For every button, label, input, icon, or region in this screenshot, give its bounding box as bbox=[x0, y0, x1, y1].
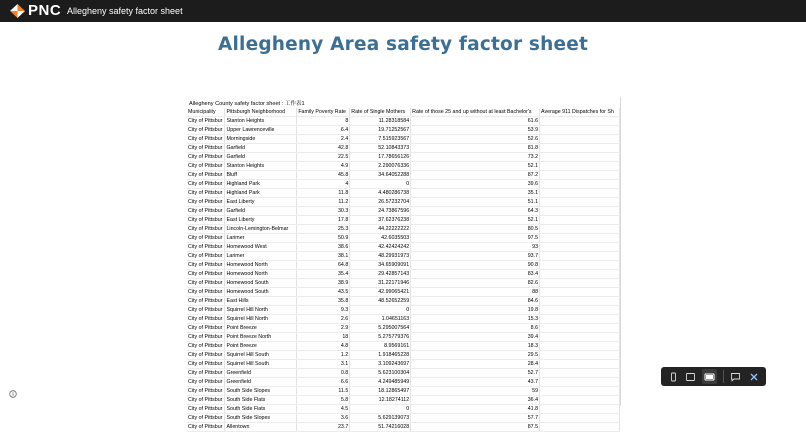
table-cell: Stanton Heights bbox=[225, 117, 297, 126]
table-cell: 4.249485949 bbox=[350, 378, 411, 387]
table-cell: 35.8 bbox=[297, 297, 350, 306]
table-cell-empty bbox=[540, 189, 620, 198]
table-cell: 42.8 bbox=[297, 144, 350, 153]
table-cell: 11.5 bbox=[297, 387, 350, 396]
table-cell: 6.4 bbox=[297, 126, 350, 135]
table-cell: Point Breeze bbox=[225, 324, 297, 333]
table-cell: Garfield bbox=[225, 144, 297, 153]
table-row bbox=[187, 297, 620, 306]
table-cell-empty bbox=[540, 288, 620, 297]
table-header-row bbox=[187, 108, 620, 117]
table-row bbox=[187, 324, 620, 333]
table-cell: 3.1 bbox=[297, 360, 350, 369]
table-cell: 29.42857143 bbox=[350, 270, 411, 279]
table-cell: Larimer bbox=[225, 252, 297, 261]
table-cell: 8.6 bbox=[411, 324, 540, 333]
phone-view-button[interactable] bbox=[666, 369, 681, 384]
table-cell: Bluff bbox=[225, 171, 297, 180]
table-cell: 45.8 bbox=[297, 171, 350, 180]
column-header: Municipality bbox=[187, 108, 225, 117]
table-cell: 87.2 bbox=[411, 171, 540, 180]
table-cell: 8 bbox=[297, 117, 350, 126]
table-row bbox=[187, 387, 620, 396]
table-row bbox=[187, 342, 620, 351]
table-cell: 51.74216028 bbox=[350, 423, 411, 432]
table-cell: City of Pittsbur bbox=[187, 324, 225, 333]
table-row bbox=[187, 180, 620, 189]
table-cell: City of Pittsbur bbox=[187, 198, 225, 207]
table-row bbox=[187, 396, 620, 405]
table-cell: City of Pittsbur bbox=[187, 414, 225, 423]
table-cell-empty bbox=[540, 198, 620, 207]
table-cell: 7.515923567 bbox=[350, 135, 411, 144]
table-row bbox=[187, 189, 620, 198]
table-row bbox=[187, 315, 620, 324]
table-row bbox=[187, 333, 620, 342]
table-cell: 83.4 bbox=[411, 270, 540, 279]
table-cell: 88 bbox=[411, 288, 540, 297]
table-cell: Homewood South bbox=[225, 288, 297, 297]
table-cell-empty bbox=[540, 171, 620, 180]
table-cell: City of Pittsbur bbox=[187, 423, 225, 432]
table-cell: Garfield bbox=[225, 153, 297, 162]
table-row bbox=[187, 207, 620, 216]
table-cell: 39.6 bbox=[411, 180, 540, 189]
table-cell-empty bbox=[540, 261, 620, 270]
table-cell: 37.62376238 bbox=[350, 216, 411, 225]
table-cell-empty bbox=[540, 297, 620, 306]
table-row bbox=[187, 225, 620, 234]
table-cell: Squirrel Hill North bbox=[225, 306, 297, 315]
table-cell: 28.4 bbox=[411, 360, 540, 369]
table-cell: 17.8 bbox=[297, 216, 350, 225]
table-cell: Homewood North bbox=[225, 270, 297, 279]
table-cell: City of Pittsbur bbox=[187, 261, 225, 270]
table-cell-empty bbox=[540, 234, 620, 243]
table-cell: 52.7 bbox=[411, 369, 540, 378]
table-cell: 97.5 bbox=[411, 234, 540, 243]
table-row bbox=[187, 369, 620, 378]
tablet-view-icon bbox=[685, 372, 696, 382]
table-cell: Allentown bbox=[225, 423, 297, 432]
table-cell: 8.9569161 bbox=[350, 342, 411, 351]
table-cell: 5.8 bbox=[297, 396, 350, 405]
table-cell: 31.22171946 bbox=[350, 279, 411, 288]
table-cell: 5.295007564 bbox=[350, 324, 411, 333]
table-cell-empty bbox=[540, 369, 620, 378]
table-cell: 52.1 bbox=[411, 216, 540, 225]
table-cell: 34.64052288 bbox=[350, 171, 411, 180]
table-cell: Homewood South bbox=[225, 279, 297, 288]
table-cell: Point Breeze North bbox=[225, 333, 297, 342]
table-cell: City of Pittsbur bbox=[187, 117, 225, 126]
table-cell-empty bbox=[540, 387, 620, 396]
table-cell-empty bbox=[540, 360, 620, 369]
table-cell: Squirrel Hill North bbox=[225, 315, 297, 324]
table-cell: 90.8 bbox=[411, 261, 540, 270]
table-cell: Upper Lawrenceville bbox=[225, 126, 297, 135]
table-cell: 1.918465228 bbox=[350, 351, 411, 360]
table-cell-empty bbox=[540, 396, 620, 405]
table-cell: East Liberty bbox=[225, 216, 297, 225]
table-cell: 39.4 bbox=[411, 333, 540, 342]
table-cell-empty bbox=[540, 144, 620, 153]
table-cell-empty bbox=[540, 306, 620, 315]
table-cell: Squirrel Hill South bbox=[225, 360, 297, 369]
table-row bbox=[187, 414, 620, 423]
table-cell: 81.8 bbox=[411, 144, 540, 153]
table-cell-empty bbox=[540, 243, 620, 252]
table-cell: 2.9 bbox=[297, 324, 350, 333]
table-cell: 26.57232704 bbox=[350, 198, 411, 207]
table-cell: City of Pittsbur bbox=[187, 396, 225, 405]
table-row bbox=[187, 261, 620, 270]
table-cell: City of Pittsbur bbox=[187, 360, 225, 369]
table-row bbox=[187, 135, 620, 144]
table-cell-empty bbox=[540, 351, 620, 360]
table-row bbox=[187, 279, 620, 288]
table-cell: 0 bbox=[350, 405, 411, 414]
spreadsheet-view[interactable] bbox=[187, 97, 620, 430]
table-cell: 4.480286738 bbox=[350, 189, 411, 198]
table-cell: 64.8 bbox=[297, 261, 350, 270]
pnc-logo-icon bbox=[9, 3, 26, 19]
table-cell: 35.4 bbox=[297, 270, 350, 279]
table-cell: Point Breeze bbox=[225, 342, 297, 351]
table-cell: City of Pittsbur bbox=[187, 306, 225, 315]
table-cell: 80.5 bbox=[411, 225, 540, 234]
table-cell: 11.28318584 bbox=[350, 117, 411, 126]
table-cell: City of Pittsbur bbox=[187, 234, 225, 243]
table-cell: Greenfield bbox=[225, 378, 297, 387]
sheet-right-edge bbox=[620, 97, 621, 406]
table-cell: City of Pittsbur bbox=[187, 153, 225, 162]
table-cell: 19.8 bbox=[411, 306, 540, 315]
table-cell: Squirrel Hill South bbox=[225, 351, 297, 360]
table-cell: 3.6 bbox=[297, 414, 350, 423]
table-cell: Homewood North bbox=[225, 261, 297, 270]
table-cell: 11.8 bbox=[297, 189, 350, 198]
table-cell-empty bbox=[540, 378, 620, 387]
table-cell: City of Pittsbur bbox=[187, 243, 225, 252]
table-cell: City of Pittsbur bbox=[187, 333, 225, 342]
table-cell-empty bbox=[540, 324, 620, 333]
table-cell-empty bbox=[540, 333, 620, 342]
table-cell: Stanton Heights bbox=[225, 162, 297, 171]
table-cell-empty bbox=[540, 270, 620, 279]
table-row bbox=[187, 126, 620, 135]
table-cell: City of Pittsbur bbox=[187, 135, 225, 144]
table-row bbox=[187, 234, 620, 243]
table-cell: 11.2 bbox=[297, 198, 350, 207]
table-cell: East Hills bbox=[225, 297, 297, 306]
table-cell: Garfield bbox=[225, 207, 297, 216]
table-cell: 3.109243697 bbox=[350, 360, 411, 369]
table-cell: 6.6 bbox=[297, 378, 350, 387]
table-row bbox=[187, 216, 620, 225]
table-cell: City of Pittsbur bbox=[187, 387, 225, 396]
table-cell: 18 bbox=[297, 333, 350, 342]
table-cell: 35.1 bbox=[411, 189, 540, 198]
table-cell: 2.290076336 bbox=[350, 162, 411, 171]
table-cell: 22.5 bbox=[297, 153, 350, 162]
table-cell: 2.6 bbox=[297, 315, 350, 324]
table-row bbox=[187, 270, 620, 279]
table-cell: 52.1 bbox=[411, 162, 540, 171]
table-cell-empty bbox=[540, 423, 620, 432]
table-cell: South Side Slopes bbox=[225, 414, 297, 423]
table-cell: 18.3 bbox=[411, 342, 540, 351]
table-cell-empty bbox=[540, 207, 620, 216]
table-cell: 52.10843373 bbox=[350, 144, 411, 153]
table-cell: 59 bbox=[411, 387, 540, 396]
table-row bbox=[187, 306, 620, 315]
data-table bbox=[187, 108, 620, 432]
table-cell: 42.42424242 bbox=[350, 243, 411, 252]
table-cell: 19.71252567 bbox=[350, 126, 411, 135]
table-cell: 61.6 bbox=[411, 117, 540, 126]
table-cell: Morningside bbox=[225, 135, 297, 144]
table-cell: City of Pittsbur bbox=[187, 315, 225, 324]
table-row bbox=[187, 405, 620, 414]
table-cell: Homewood West bbox=[225, 243, 297, 252]
table-cell: 4 bbox=[297, 180, 350, 189]
table-cell: 42.6035503 bbox=[350, 234, 411, 243]
table-cell: City of Pittsbur bbox=[187, 297, 225, 306]
table-cell: 48.52652259 bbox=[350, 297, 411, 306]
table-cell-empty bbox=[540, 225, 620, 234]
table-cell: 34.65909091 bbox=[350, 261, 411, 270]
table-cell: 24.73867596 bbox=[350, 207, 411, 216]
table-cell-empty bbox=[540, 162, 620, 171]
table-cell: 82.6 bbox=[411, 279, 540, 288]
table-cell: City of Pittsbur bbox=[187, 189, 225, 198]
table-cell: 0.8 bbox=[297, 369, 350, 378]
comment-icon bbox=[730, 372, 741, 382]
table-row bbox=[187, 351, 620, 360]
table-cell: 25.3 bbox=[297, 225, 350, 234]
table-row bbox=[187, 252, 620, 261]
table-row bbox=[187, 117, 620, 126]
table-cell: 42.99065421 bbox=[350, 288, 411, 297]
table-cell: 30.3 bbox=[297, 207, 350, 216]
table-cell: 2.4 bbox=[297, 135, 350, 144]
table-cell: City of Pittsbur bbox=[187, 378, 225, 387]
table-cell: 12.18274112 bbox=[350, 396, 411, 405]
table-cell: 38.6 bbox=[297, 243, 350, 252]
table-cell: 38.1 bbox=[297, 252, 350, 261]
comment-button[interactable] bbox=[728, 369, 743, 384]
phone-view-icon bbox=[669, 372, 678, 382]
table-cell-empty bbox=[540, 180, 620, 189]
table-row bbox=[187, 288, 620, 297]
close-button[interactable] bbox=[746, 369, 761, 384]
table-cell: City of Pittsbur bbox=[187, 225, 225, 234]
column-header: Pittsburgh Neighborhood bbox=[225, 108, 297, 117]
table-cell: South Side Flats bbox=[225, 405, 297, 414]
table-row bbox=[187, 198, 620, 207]
column-header: Average 911 Dispatches for Sh bbox=[540, 108, 620, 117]
table-cell-empty bbox=[540, 135, 620, 144]
table-cell: 93.7 bbox=[411, 252, 540, 261]
table-cell: City of Pittsbur bbox=[187, 405, 225, 414]
table-row bbox=[187, 144, 620, 153]
table-cell: Larimer bbox=[225, 234, 297, 243]
table-cell-empty bbox=[540, 405, 620, 414]
table-cell: Highland Park bbox=[225, 189, 297, 198]
table-cell: 15.3 bbox=[411, 315, 540, 324]
table-cell: 5.275779376 bbox=[350, 333, 411, 342]
table-cell: 1.04651163 bbox=[350, 315, 411, 324]
table-cell: 57.7 bbox=[411, 414, 540, 423]
desktop-view-icon bbox=[704, 372, 715, 382]
close-icon bbox=[749, 372, 759, 382]
table-cell-empty bbox=[540, 117, 620, 126]
table-cell: City of Pittsbur bbox=[187, 288, 225, 297]
table-row bbox=[187, 153, 620, 162]
table-cell: 0 bbox=[350, 306, 411, 315]
table-cell: City of Pittsbur bbox=[187, 144, 225, 153]
column-header: Rate of Single Mothers bbox=[350, 108, 411, 117]
table-cell: Lincoln-Lemington-Belmar bbox=[225, 225, 297, 234]
table-cell-empty bbox=[540, 315, 620, 324]
tablet-view-button[interactable] bbox=[683, 369, 698, 384]
app-title: Allegheny safety factor sheet bbox=[67, 6, 183, 16]
table-cell-empty bbox=[540, 414, 620, 423]
table-cell: City of Pittsbur bbox=[187, 216, 225, 225]
table-cell: 36.4 bbox=[411, 396, 540, 405]
table-cell: City of Pittsbur bbox=[187, 180, 225, 189]
sheet-caption: Allegheny County safety factor sheet : 工作表1 bbox=[189, 101, 305, 107]
table-cell-empty bbox=[540, 252, 620, 261]
table-cell: 0 bbox=[350, 180, 411, 189]
table-cell: 41.8 bbox=[411, 405, 540, 414]
table-cell: 29.5 bbox=[411, 351, 540, 360]
table-row bbox=[187, 243, 620, 252]
table-cell: 4.8 bbox=[297, 342, 350, 351]
table-cell: City of Pittsbur bbox=[187, 369, 225, 378]
table-cell: City of Pittsbur bbox=[187, 342, 225, 351]
table-cell: 52.6 bbox=[411, 135, 540, 144]
table-cell: South Side Flats bbox=[225, 396, 297, 405]
brand-name[interactable]: PNC bbox=[28, 2, 62, 19]
table-cell: 4.5 bbox=[297, 405, 350, 414]
table-cell: 64.3 bbox=[411, 207, 540, 216]
desktop-view-button[interactable] bbox=[702, 369, 717, 384]
table-cell-empty bbox=[540, 216, 620, 225]
table-cell-empty bbox=[540, 126, 620, 135]
table-cell: 38.9 bbox=[297, 279, 350, 288]
info-icon[interactable] bbox=[9, 390, 17, 398]
column-header: Rate of those 25 and up without at least Bachelor's bbox=[411, 108, 540, 117]
table-cell: City of Pittsbur bbox=[187, 171, 225, 180]
table-row bbox=[187, 378, 620, 387]
table-cell-empty bbox=[540, 153, 620, 162]
table-cell: 93 bbox=[411, 243, 540, 252]
table-cell: Highland Park bbox=[225, 180, 297, 189]
top-bar bbox=[0, 0, 806, 22]
toolbar-separator bbox=[723, 370, 724, 383]
table-cell: 51.1 bbox=[411, 198, 540, 207]
table-cell: 43.7 bbox=[411, 378, 540, 387]
table-cell: 9.3 bbox=[297, 306, 350, 315]
table-cell: 73.2 bbox=[411, 153, 540, 162]
table-cell: 84.6 bbox=[411, 297, 540, 306]
table-cell: City of Pittsbur bbox=[187, 126, 225, 135]
page-title: Allegheny Area safety factor sheet bbox=[217, 34, 589, 55]
table-cell: 5.623100304 bbox=[350, 369, 411, 378]
table-cell: City of Pittsbur bbox=[187, 162, 225, 171]
column-header: Family Poverty Rate bbox=[297, 108, 350, 117]
table-cell: 43.5 bbox=[297, 288, 350, 297]
table-cell: 53.9 bbox=[411, 126, 540, 135]
table-cell: City of Pittsbur bbox=[187, 279, 225, 288]
table-cell: East Liberty bbox=[225, 198, 297, 207]
table-cell: 48.29931973 bbox=[350, 252, 411, 261]
table-cell: 5.629139073 bbox=[350, 414, 411, 423]
table-cell: 87.5 bbox=[411, 423, 540, 432]
table-body bbox=[187, 117, 620, 432]
table-cell: City of Pittsbur bbox=[187, 351, 225, 360]
table-row bbox=[187, 423, 620, 432]
table-cell: City of Pittsbur bbox=[187, 270, 225, 279]
table-row bbox=[187, 171, 620, 180]
table-cell: South Side Slopes bbox=[225, 387, 297, 396]
table-cell-empty bbox=[540, 279, 620, 288]
table-cell: 4.9 bbox=[297, 162, 350, 171]
table-cell-empty bbox=[540, 342, 620, 351]
table-cell: 50.9 bbox=[297, 234, 350, 243]
table-row bbox=[187, 360, 620, 369]
table-cell: City of Pittsbur bbox=[187, 252, 225, 261]
table-cell: City of Pittsbur bbox=[187, 207, 225, 216]
table-cell: 18.12865497 bbox=[350, 387, 411, 396]
table-cell: 23.7 bbox=[297, 423, 350, 432]
table-cell: 1.2 bbox=[297, 351, 350, 360]
table-cell: 44.22222222 bbox=[350, 225, 411, 234]
table-cell: 17.78656126 bbox=[350, 153, 411, 162]
table-cell: Greenfield bbox=[225, 369, 297, 378]
table-row bbox=[187, 162, 620, 171]
view-toolbar bbox=[661, 367, 766, 386]
